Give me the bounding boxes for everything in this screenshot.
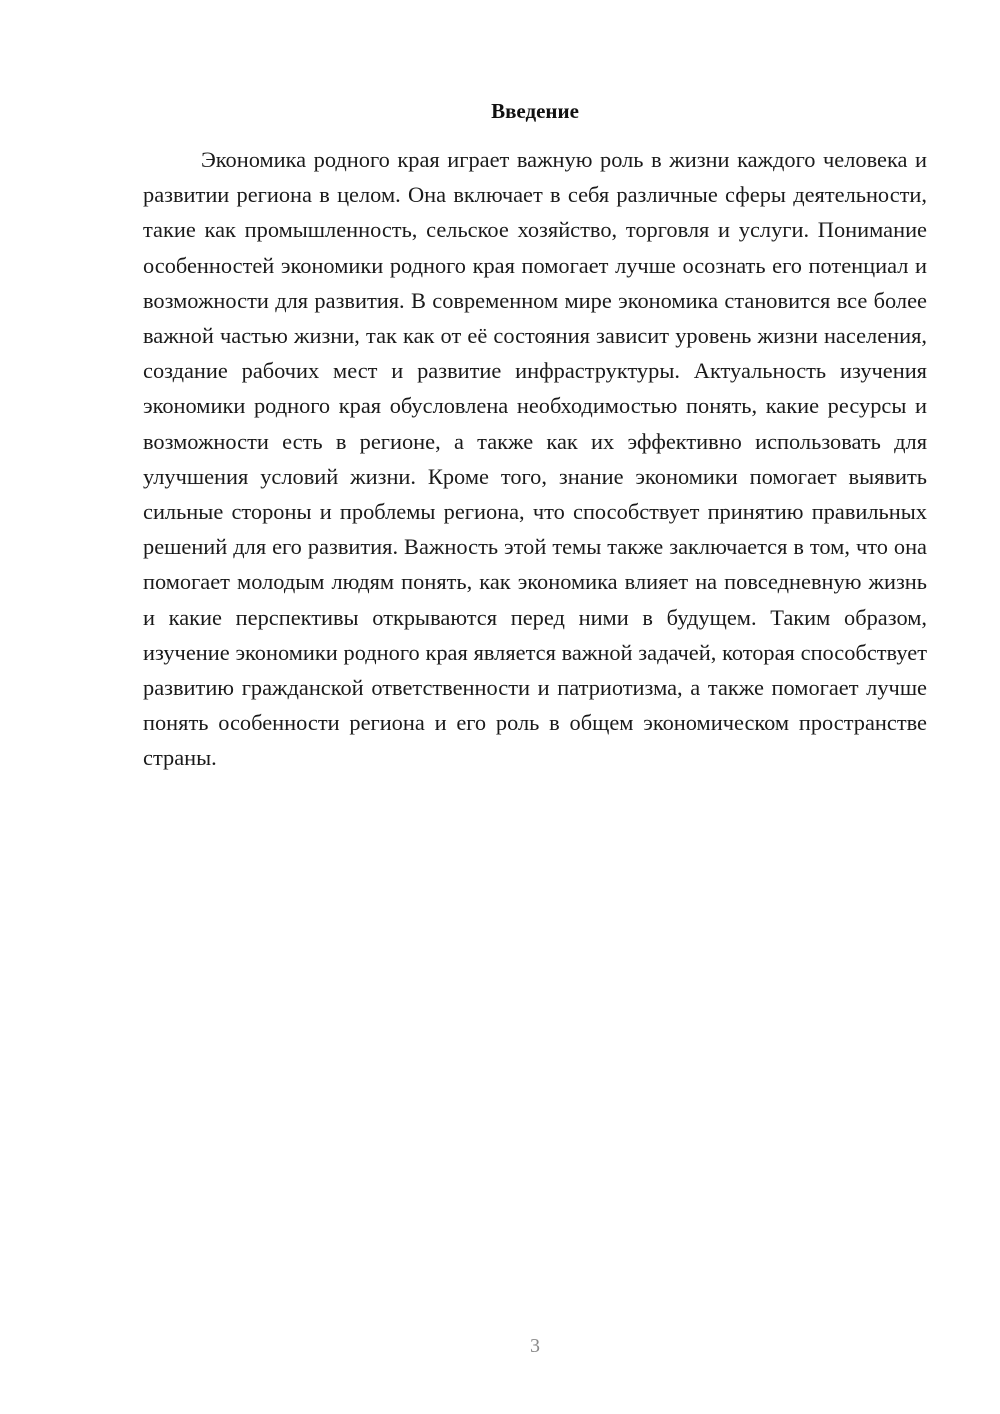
page-number: 3	[530, 1335, 540, 1357]
introduction-paragraph: Экономика родного края играет важную роль в жизни каждого человека и развитии региона в целом. Она включает в себя различные сферы деятельности, такие как промышленность, сельское хозяйство, торговля и услуги. Понимание особенностей экономики родного края помогает лучше осознать его потенциал и возможности для развития. В современном мире экономика становится все более важной частью жизни, так как от её состояния зависит уровень жизни населения, создание рабочих мест и развитие инфраструктуры. Актуальность изучения экономики родного края обусловлена необходимостью понять, какие ресурсы и возможности есть в регионе, а также как их эффективно использовать для улучшения условий жизни. Кроме того, знание экономики помогает выявить сильные стороны и проблемы региона, что способствует принятию правильных решений для его развития. Важность этой темы также заключается в том, что она помогает молодым людям понять, как экономика влияет на повседневную жизнь и какие перспективы открываются перед ними в будущем. Таким образом, изучение экономики родного края является важной задачей, которая способствует развитию гражданской ответственности и патриотизма, а также помогает лучше понять особенности региона и его роль в общем экономическом пространстве страны.	[143, 147, 927, 771]
section-title: Введение	[491, 99, 579, 123]
